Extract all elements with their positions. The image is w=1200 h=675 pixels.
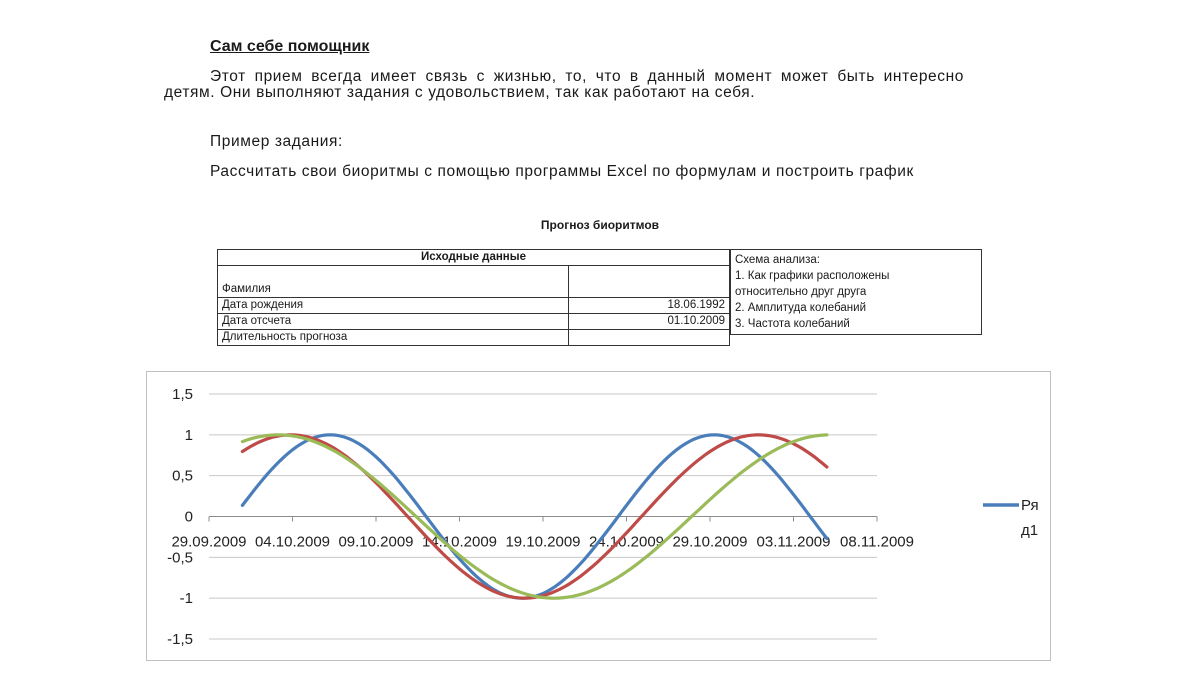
scheme-title: Схема анализа: xyxy=(735,254,820,266)
section-heading: Сам себе помощник xyxy=(210,38,370,55)
x-tick-label: 08.11.2009 xyxy=(840,533,914,551)
y-tick-label: -0,5 xyxy=(167,549,193,567)
y-tick-label: 0,5 xyxy=(172,467,193,485)
x-tick-label: 03.11.2009 xyxy=(756,533,831,551)
x-tick-label: 14.10.2009 xyxy=(421,533,498,551)
paragraph-example-label: Пример задания: xyxy=(210,133,343,150)
analysis-scheme xyxy=(730,249,982,335)
scheme-item: 1. Как графики расположены xyxy=(735,270,890,282)
table-row xyxy=(218,266,730,298)
legend-label: д1 xyxy=(1021,522,1039,539)
row-label-duration: Длительность прогноза xyxy=(218,330,569,346)
y-tick-label: -1,5 xyxy=(167,631,193,648)
x-tick-label: 04.10.2009 xyxy=(254,533,331,551)
scheme-item: 2. Амплитуда колебаний xyxy=(735,302,866,314)
row-value-surname[interactable] xyxy=(569,266,730,298)
table-header-row xyxy=(218,250,730,266)
legend-label: Ря xyxy=(1021,497,1039,514)
y-tick-label: -1 xyxy=(179,590,193,608)
table-row xyxy=(218,314,730,330)
biorhythm-chart xyxy=(146,371,1051,661)
paragraph-intro: Этот прием всегда имеет связь с жизнью, то, что в данный момент может быть интересно детям. Они выполняют задания с удовольствием, так как работают на себя. xyxy=(164,68,964,101)
table-header: Исходные данные xyxy=(218,250,730,266)
row-label-birthdate: Дата рождения xyxy=(218,298,569,314)
scheme-item: 3. Частота колебаний xyxy=(735,318,850,330)
x-tick-label: 29.10.2009 xyxy=(672,533,748,551)
row-value-birthdate[interactable]: 18.06.1992 xyxy=(569,298,730,314)
y-axis-ticks xyxy=(167,386,193,648)
row-label-startdate: Дата отсчета xyxy=(218,314,569,330)
forecast-title: Прогноз биоритмов xyxy=(540,218,660,232)
row-value-startdate[interactable]: 01.10.2009 xyxy=(569,314,730,330)
x-axis-ticks xyxy=(171,517,914,551)
y-tick-label: 0 xyxy=(184,508,193,526)
y-tick-label: 1,5 xyxy=(172,386,193,403)
x-tick-label: 09.10.2009 xyxy=(338,533,414,551)
y-tick-label: 1 xyxy=(184,426,193,444)
x-tick-label: 24.10.2009 xyxy=(588,533,665,551)
row-label-surname: Фамилия xyxy=(218,266,569,298)
chart-canvas xyxy=(147,372,1050,660)
source-data-table xyxy=(217,249,730,346)
table-row xyxy=(218,330,730,346)
paragraph-task: Рассчитать свои биоритмы с помощью программы Excel по формулам и построить график xyxy=(210,163,914,180)
scheme-item: относительно друг друга xyxy=(735,286,867,298)
row-value-duration[interactable] xyxy=(569,330,730,346)
x-tick-label: 29.09.2009 xyxy=(171,533,247,551)
legend xyxy=(983,497,1039,539)
table-row xyxy=(218,298,730,314)
x-tick-label: 19.10.2009 xyxy=(505,533,581,551)
